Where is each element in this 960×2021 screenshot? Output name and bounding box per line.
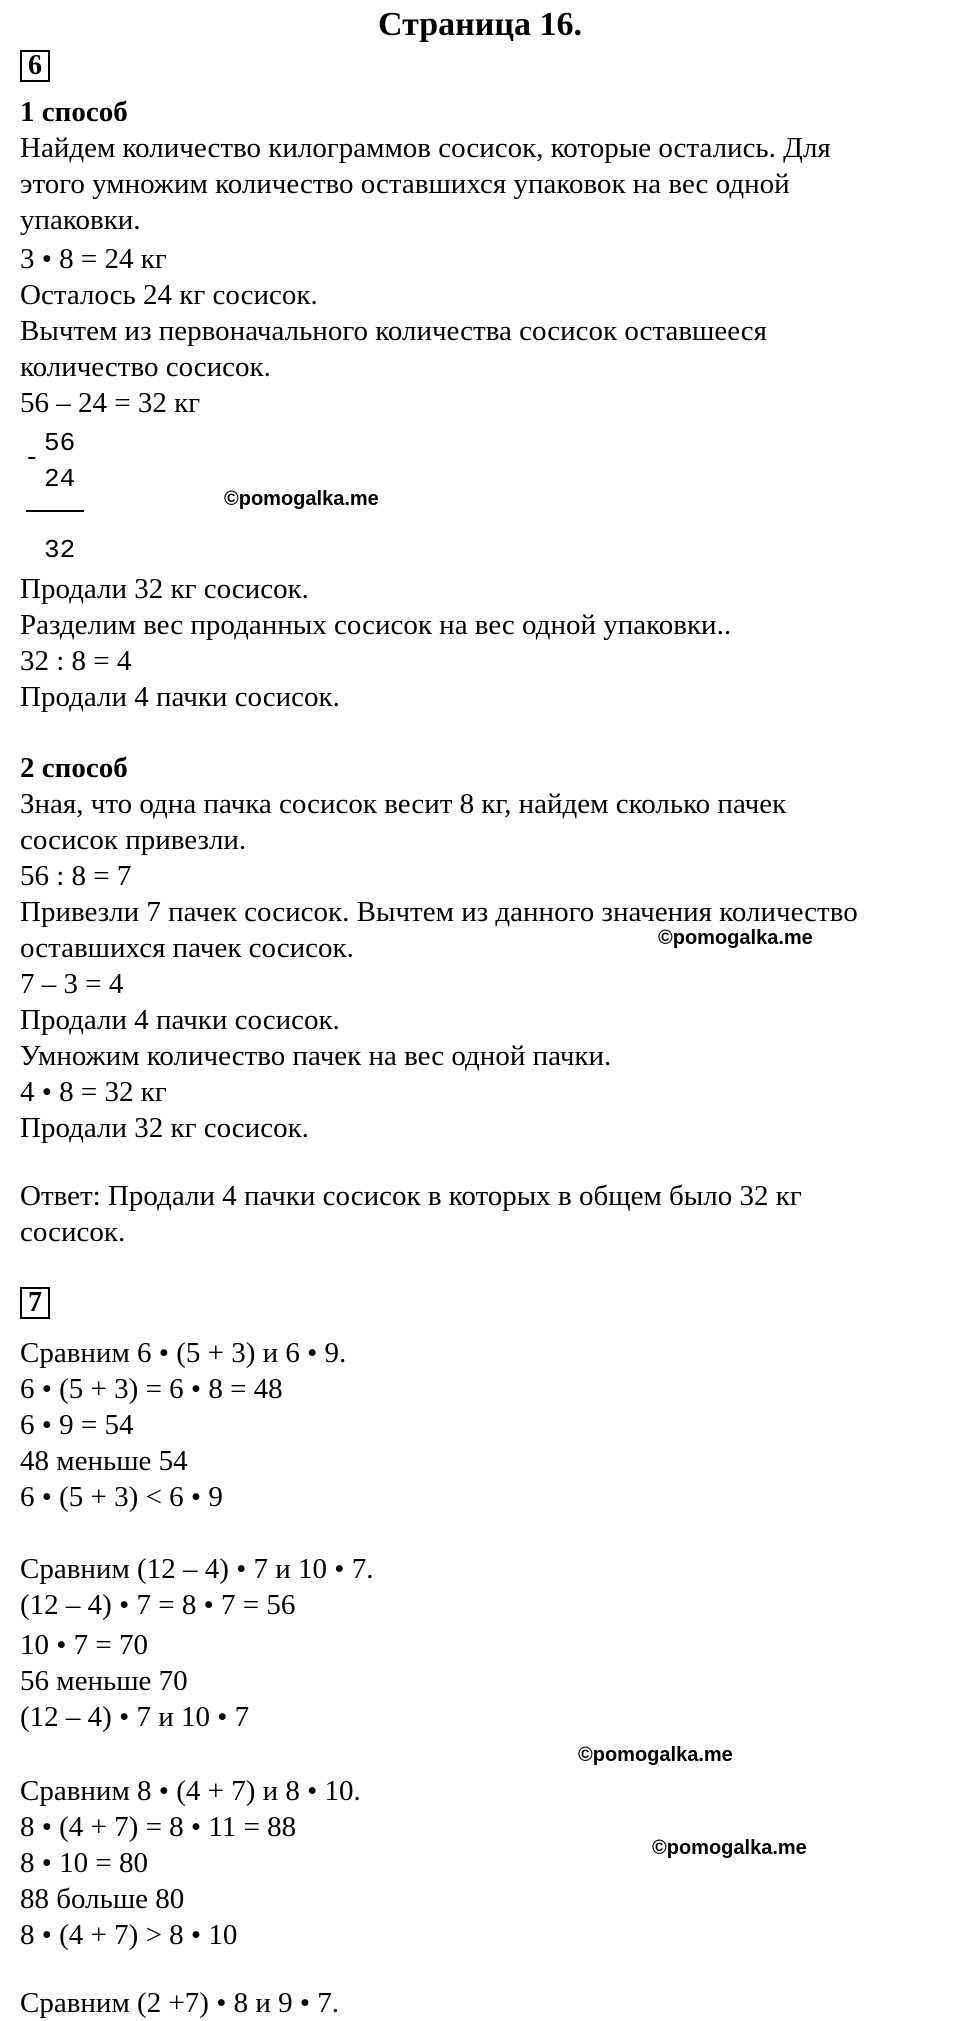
text-line: Продали 32 кг сосисок.	[20, 1112, 309, 1144]
equation: 7 – 3 = 4	[20, 968, 124, 1000]
text-line: упаковки.	[20, 204, 141, 236]
text-line: Продали 4 пачки сосисок.	[20, 1004, 340, 1036]
comparison-line: 6 • (5 + 3) < 6 • 9	[20, 1481, 223, 1513]
text-line: Зная, что одна пачка сосисок весит 8 кг, найдем сколько пачек	[20, 788, 787, 820]
answer-line: Ответ: Продали 4 пачки сосисок в которых в общем было 32 кг	[20, 1180, 802, 1212]
equation: 56 : 8 = 7	[20, 860, 132, 892]
text-line: Осталось 24 кг сосисок.	[20, 279, 318, 311]
comparison-line: 6 • 9 = 54	[20, 1409, 134, 1441]
equation: 4 • 8 = 32 кг	[20, 1076, 167, 1108]
method-1-heading: 1 способ	[20, 96, 128, 128]
watermark: ©pomogalka.me	[658, 927, 813, 949]
comparison-line: (12 – 4) • 7 = 8 • 7 = 56	[20, 1589, 296, 1621]
text-line: этого умножим количество оставшихся упаковок на вес одной	[20, 168, 790, 200]
column-subtraction-subtrahend: 24	[44, 464, 76, 494]
equation: 32 : 8 = 4	[20, 645, 132, 677]
text-line: Умножим количество пачек на вес одной пачки.	[20, 1040, 612, 1072]
comparison-line: Сравним (2 +7) • 8 и 9 • 7.	[20, 1987, 340, 2019]
column-subtraction-line	[26, 510, 84, 512]
comparison-line: 88 больше 80	[20, 1883, 185, 1915]
text-line: Вычтем из первоначального количества сосисок оставшееся	[20, 315, 768, 347]
answer-line: сосисок.	[20, 1216, 126, 1248]
comparison-line: 8 • (4 + 7) > 8 • 10	[20, 1919, 238, 1951]
comparison-line: Сравним (12 – 4) • 7 и 10 • 7.	[20, 1553, 374, 1585]
text-line: оставшихся пачек сосисок.	[20, 932, 354, 964]
comparison-line: 48 меньше 54	[20, 1445, 188, 1477]
task-7-number: 7	[20, 1287, 50, 1319]
comparison-line: 8 • (4 + 7) = 8 • 11 = 88	[20, 1811, 297, 1843]
equation: 3 • 8 = 24 кг	[20, 243, 167, 275]
comparison-line: 6 • (5 + 3) = 6 • 8 = 48	[20, 1373, 283, 1405]
text-line: Найдем количество килограммов сосисок, которые остались. Для	[20, 132, 831, 164]
equation: 56 – 24 = 32 кг	[20, 387, 201, 419]
text-line: количество сосисок.	[20, 351, 271, 383]
comparison-line: 56 меньше 70	[20, 1665, 188, 1697]
text-line: Разделим вес проданных сосисок на вес одной упаковки..	[20, 609, 732, 641]
watermark: ©pomogalka.me	[578, 1744, 733, 1766]
comparison-line: Сравним 6 • (5 + 3) и 6 • 9.	[20, 1337, 347, 1369]
comparison-line: (12 – 4) • 7 и 10 • 7	[20, 1701, 250, 1733]
column-subtraction-result: 32	[44, 535, 76, 565]
column-subtraction-minuend: 56	[44, 428, 76, 458]
text-line: сосисок привезли.	[20, 824, 247, 856]
task-6-number: 6	[20, 50, 50, 82]
text-line: Продали 4 пачки сосисок.	[20, 681, 340, 713]
comparison-line: Сравним 8 • (4 + 7) и 8 • 10.	[20, 1775, 361, 1807]
comparison-line: 10 • 7 = 70	[20, 1629, 149, 1661]
comparison-line: 8 • 10 = 80	[20, 1847, 149, 1879]
column-subtraction-sign: -	[24, 443, 40, 473]
page-title: Страница 16.	[378, 6, 582, 43]
method-2-heading: 2 способ	[20, 752, 128, 784]
watermark: ©pomogalka.me	[224, 488, 379, 510]
text-line: Привезли 7 пачек сосисок. Вычтем из данного значения количество	[20, 896, 858, 928]
text-line: Продали 32 кг сосисок.	[20, 573, 309, 605]
watermark: ©pomogalka.me	[652, 1837, 807, 1859]
